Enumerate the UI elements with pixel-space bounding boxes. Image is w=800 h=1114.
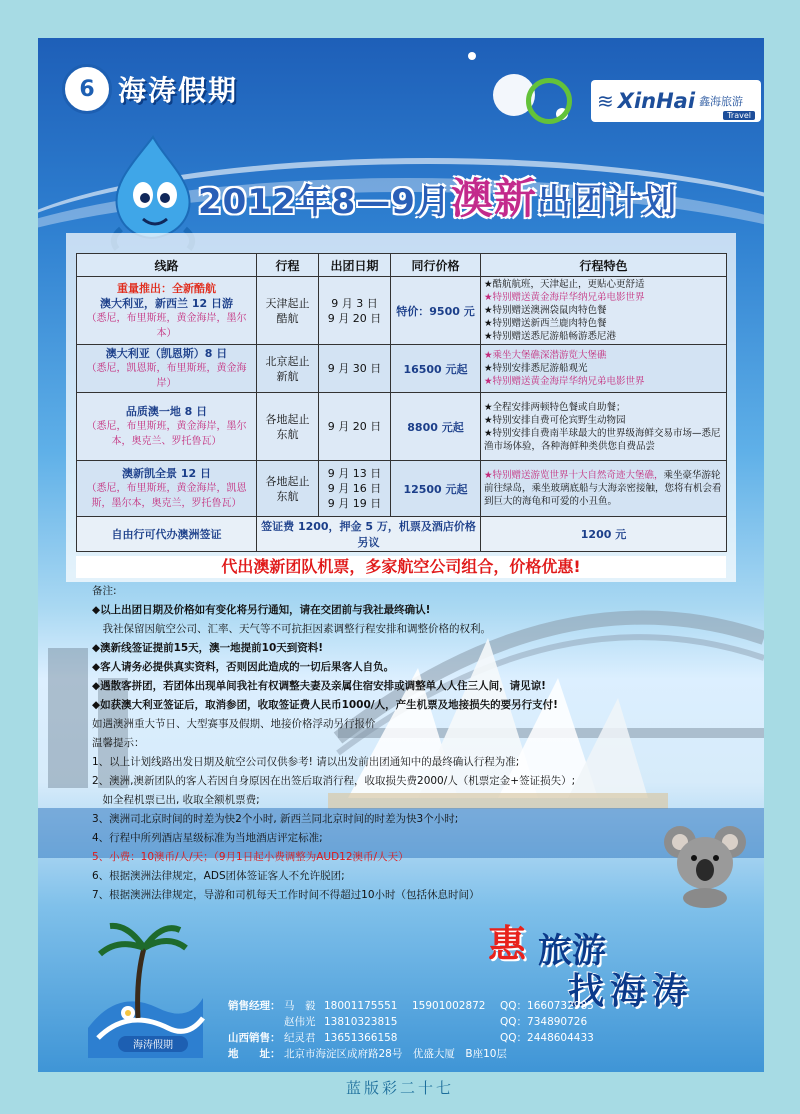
- trip-line: 东航: [276, 489, 299, 503]
- route-name: 澳大利亚（凯恩斯）8 日: [105, 347, 228, 360]
- sales-name: 马 毅: [284, 1000, 316, 1012]
- trip-line: 新航: [276, 369, 299, 383]
- note-line: 温馨提示：: [92, 737, 145, 749]
- contact-row: [228, 998, 764, 1014]
- sales-phone: 18001175551: [324, 1000, 398, 1012]
- page-title: [198, 166, 677, 226]
- date-cell: [319, 277, 391, 345]
- price-cell: 16500 元起: [391, 345, 481, 393]
- tour-table-panel: [66, 233, 736, 582]
- route-cell: [77, 345, 257, 393]
- poster: [38, 38, 764, 1072]
- features-cell: [481, 461, 727, 517]
- partner-name: XinHai: [617, 89, 696, 113]
- feature-line: ★酷航航班，天津起止，更贴心更舒适: [484, 279, 645, 290]
- slogan-zhao: 找海涛: [568, 971, 695, 1012]
- shanxi-qq: QQ：2448604433: [500, 1032, 594, 1044]
- note-line: 我社保留因航空公司、汇率、天气等不可抗拒因素调整行程安排和调整价格的权利。: [92, 623, 491, 635]
- note-line: ◆以上出团日期及价格如有变化将另行通知，请在交团前与我社最终确认!: [92, 604, 431, 616]
- date-line: 9 月 19 日: [327, 497, 382, 510]
- trip-cell: [257, 277, 319, 345]
- date-line: 9 月 20 日: [327, 311, 382, 325]
- table-row: [77, 277, 727, 345]
- sales-qq: QQ：1660732985: [500, 1000, 594, 1012]
- route-cell: [77, 277, 257, 345]
- route-name: 澳大利亚，新西兰 12 日游: [100, 296, 233, 310]
- trip-line: 各地起止: [265, 474, 310, 488]
- price-cell: 12500 元起: [391, 461, 481, 517]
- sales-label: 销售经理：: [228, 1000, 281, 1012]
- sales-phone: [412, 1014, 500, 1030]
- feature-line: ★特别赠送游览世界十大自然奇迹大堡礁，: [484, 470, 664, 481]
- route-name: 澳新凯全景 12 日: [122, 467, 211, 480]
- trip-cell: [257, 345, 319, 393]
- note-line: ◆客人请务必提供真实资料，否则因此造成的一切后果客人自负。: [92, 661, 395, 673]
- date-cell: [319, 345, 391, 393]
- features-cell: [481, 345, 727, 393]
- table-header-row: [77, 254, 727, 277]
- route-hot: 重量推出：全新酷航: [117, 281, 216, 295]
- note-line: ◆遇散客拼团，若团体出现单间我社有权调整夫妻及亲属住宿安排或调整单人人住三人间，请见谅!: [92, 680, 546, 692]
- trip-cell: [257, 393, 319, 461]
- feature-line: ★特别安排自费可伦宾野生动物园: [484, 414, 626, 426]
- slogan-hui: 惠: [488, 922, 527, 966]
- shanxi-name: 纪灵君: [284, 1032, 316, 1044]
- note-line: 3、澳洲司北京时间的时差为快2个小时, 新西兰同北京时间的时差为快3个小时;: [92, 813, 459, 825]
- col-trip: 行程: [257, 254, 319, 277]
- addr-label: 地 址：: [228, 1048, 281, 1060]
- trip-line: 东航: [276, 427, 299, 441]
- note-line: 7、根据澳洲法律规定，导游和司机每天工作时间不得超过10小时（包括休息时间）: [92, 889, 480, 901]
- col-features: 行程特色: [481, 254, 727, 277]
- route-sub: （悉尼，布里斯班，黄金海岸，凯恩斯，墨尔本，奥克兰，罗托鲁瓦）: [86, 483, 247, 509]
- note-line: ◆如获澳大利亚签证后，取消参团，收取签证费人民币1000/人，产生机票及地接损失的要另行支付!: [92, 699, 558, 711]
- date-line: 9 月 20 日: [327, 420, 382, 433]
- table-body: [77, 277, 727, 552]
- visa-price: 1200 元: [481, 517, 727, 552]
- green-ring: [526, 78, 572, 124]
- feature-line: ★特别安排悉尼游船观光: [484, 363, 588, 374]
- brand-logo-icon: 6: [62, 64, 112, 114]
- trip-line: 各地起止: [265, 412, 310, 426]
- feature-line: ★特别赠送黄金海岸华纳兄弟电影世界: [484, 376, 645, 387]
- feature-line: ★乘坐大堡礁深潜游览大堡礁: [484, 350, 607, 361]
- trip-line: 天津起止: [265, 296, 310, 310]
- bubble: [468, 52, 476, 60]
- shanxi-phone: 13651366158: [324, 1032, 398, 1044]
- date-line: 9 月 13 日: [327, 467, 382, 480]
- notes-section: [92, 582, 712, 905]
- date-line: 9 月 3 日: [331, 296, 378, 310]
- col-date: 出团日期: [319, 254, 391, 277]
- date-line: 9 月 16 日: [327, 482, 382, 495]
- features-cell: [481, 393, 727, 461]
- title-highlight: 澳新: [450, 174, 537, 223]
- visa-row: [77, 517, 727, 552]
- feature-line: ★特别安排自费南半球最大的世界级海鲜交易市场—悉尼渔市场体验，各种海鲜种类供您自费品尝: [484, 427, 721, 452]
- date-cell: [319, 461, 391, 517]
- sales-name: 赵伟光: [284, 1016, 316, 1028]
- note-line: 1、以上计划线路出发日期及航空公司仅供参考! 请以出发前出团通知中的最终确认行程为准;: [92, 756, 520, 768]
- feature-line: ★特别赠送澳洲袋鼠肉特色餐: [484, 305, 607, 316]
- table-row: [77, 345, 727, 393]
- feature-line: ★特别赠送黄金海岸华纳兄弟电影世界: [484, 292, 645, 303]
- features-cell: [481, 277, 727, 345]
- brand-logo: [62, 64, 238, 114]
- contact-row: [228, 1046, 764, 1062]
- feature-line: ★全程安排两顿特色餐或自助餐；: [484, 401, 626, 413]
- table-row: [77, 393, 727, 461]
- col-price: 同行价格: [391, 254, 481, 277]
- visa-detail: 签证费 1200，押金 5 万，机票及酒店价格另议: [257, 517, 481, 552]
- contact-row: [228, 1014, 764, 1030]
- price-cell: 8800 元起: [391, 393, 481, 461]
- feature-line: 乘坐豪华游轮前往绿岛，乘坐玻璃底船与大海亲密接触，您将有机会看到巨大的海龟和可爱的小丑鱼。: [484, 470, 722, 507]
- col-route: 线路: [77, 254, 257, 277]
- table-row: [77, 461, 727, 517]
- page-footer: 蓝版彩二十七: [345, 1079, 454, 1097]
- note-line: 2、澳洲,澳新团队的客人若因自身原因在出签后取消行程，收取损失费2000/人（机票定金+签证损失）;: [92, 775, 576, 787]
- trip-cell: [257, 461, 319, 517]
- route-sub: （悉尼，布里斯班，黄金海岸，墨尔本）: [86, 312, 247, 339]
- palm-tree-logo-icon: [78, 918, 208, 1058]
- partner-sub: Travel: [723, 111, 755, 120]
- visa-label: 自由行可代办澳洲签证: [77, 517, 257, 552]
- note-line: 5、小费：10澳币/人/天；（9月1日起小费调整为AUD12澳币/人天）: [92, 851, 409, 863]
- shanxi-label: 山西销售：: [228, 1032, 281, 1044]
- sales-phone: 13810323815: [324, 1016, 398, 1028]
- partner-name-cn: 鑫海旅游: [699, 95, 744, 108]
- trip-line: 酷航: [276, 311, 299, 325]
- route-cell: [77, 461, 257, 517]
- feature-line: ★特别赠送悉尼游船畅游悉尼港: [484, 331, 617, 342]
- trip-line: 北京起止: [265, 354, 310, 368]
- route-sub: （悉尼，凯恩斯，布里斯班，黄金海岸）: [86, 363, 247, 389]
- note-line: 如全程机票已出, 收取全额机票费;: [92, 794, 260, 806]
- date-cell: [319, 393, 391, 461]
- title-suffix: 出团计划: [536, 182, 677, 222]
- route-sub: （悉尼，布里斯班，黄金海岸，墨尔本，奥克兰、罗托鲁瓦）: [86, 421, 247, 447]
- address: 北京市海淀区成府路28号 优盛大厦 B座10层: [284, 1048, 507, 1060]
- feature-line: ★特别赠送新西兰鹿肉特色餐: [484, 318, 607, 329]
- airfare-banner: 代出澳新团队机票，多家航空公司组合，价格优惠!: [76, 556, 726, 578]
- tour-table: [76, 253, 727, 552]
- date-line: 9 月 30 日: [327, 362, 382, 375]
- note-line: 如遇澳洲重大节日、大型赛事及假期、地接价格浮动另行报价: [92, 718, 376, 730]
- price-cell: 特价：9500 元: [391, 277, 481, 345]
- partner-wave-icon: ≋: [597, 89, 614, 113]
- koala-image: [660, 818, 750, 908]
- note-line: ◆澳新线签证提前15天，澳一地提前10天到资料!: [92, 642, 324, 654]
- sales-qq: QQ：734890726: [500, 1016, 588, 1028]
- contact-row: [228, 1030, 764, 1046]
- note-line: 6、根据澳洲法律规定，ADS团体签证客人不允许脱团;: [92, 870, 345, 882]
- route-name: 品质澳一地 8 日: [125, 405, 208, 418]
- route-cell: [77, 393, 257, 461]
- palm-logo-text: 海涛假期: [133, 1040, 173, 1051]
- notes-heading: 备注:: [92, 585, 117, 597]
- contact-section: [228, 998, 764, 1062]
- note-line: 4、行程中所列酒店星级标准为当地酒店评定标准;: [92, 832, 323, 844]
- sales-phone: 15901002872: [412, 1000, 486, 1012]
- brand-name: 海涛假期: [118, 74, 239, 107]
- title-prefix: 2012年8—9月: [198, 182, 451, 222]
- slogan-lvyou: 旅游: [538, 931, 606, 971]
- partner-logo: [591, 80, 761, 122]
